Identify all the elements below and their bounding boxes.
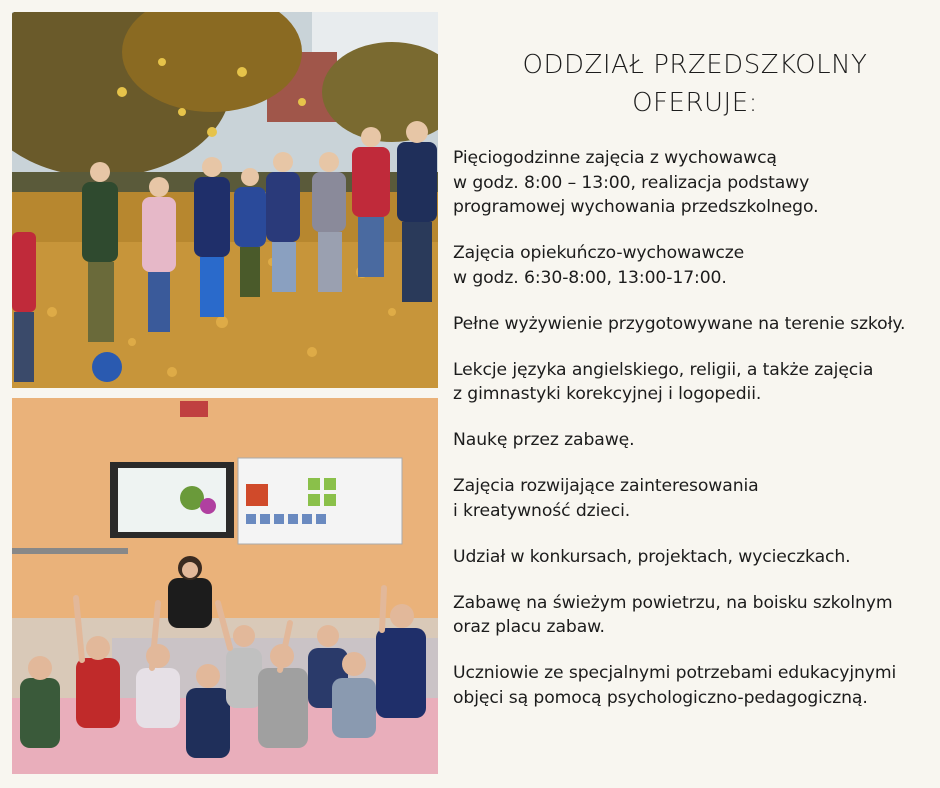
offer-item-preschool-hours: Pięciogodzinne zajęcia z wychowawcą w godz. 8:00 – 13:00, realizacja podstawy programowej wychowania przedszkolnego.: [453, 148, 819, 217]
autumn-leaves-illustration: [12, 12, 438, 388]
classroom-illustration: [12, 398, 438, 774]
offer-item-meals: Pełne wyżywienie przygotowywane na terenie szkoły.: [453, 313, 906, 334]
photo-classroom-children: [12, 398, 438, 774]
title-line-1: ODDZIAŁ PRZEDSZKOLNY: [522, 50, 868, 80]
offer-item-learning-through-play: Naukę przez zabawę.: [453, 430, 635, 450]
photo-children-autumn-leaves: [12, 12, 438, 388]
offer-item-interest-development: Zajęcia rozwijające zainteresowania i kreatywność dzieci.: [453, 476, 759, 521]
page-title: [452, 46, 938, 122]
offer-item-lessons: Lekcje języka angielskiego, religii, a także zajęcia z gimnastyki korekcyjnej i logopedii.: [453, 359, 874, 404]
offer-item-care-hours: Zajęcia opiekuńczo-wychowawcze w godz. 6:30-8:00, 13:00-17:00.: [453, 243, 745, 288]
offer-item-special-needs: Uczniowie ze specjalnymi potrzebami edukacyjnymi objęci są pomocą psychologiczno-pedagogiczną.: [453, 663, 897, 708]
offer-item-contests: Udział w konkursach, projektach, wycieczkach.: [453, 546, 851, 567]
offer-list: [453, 146, 940, 732]
offer-item-outdoor-play: Zabawę na świeżym powietrzu, na boisku szkolnym oraz placu zabaw.: [453, 592, 893, 637]
title-line-2: OFERUJE:: [632, 88, 758, 118]
